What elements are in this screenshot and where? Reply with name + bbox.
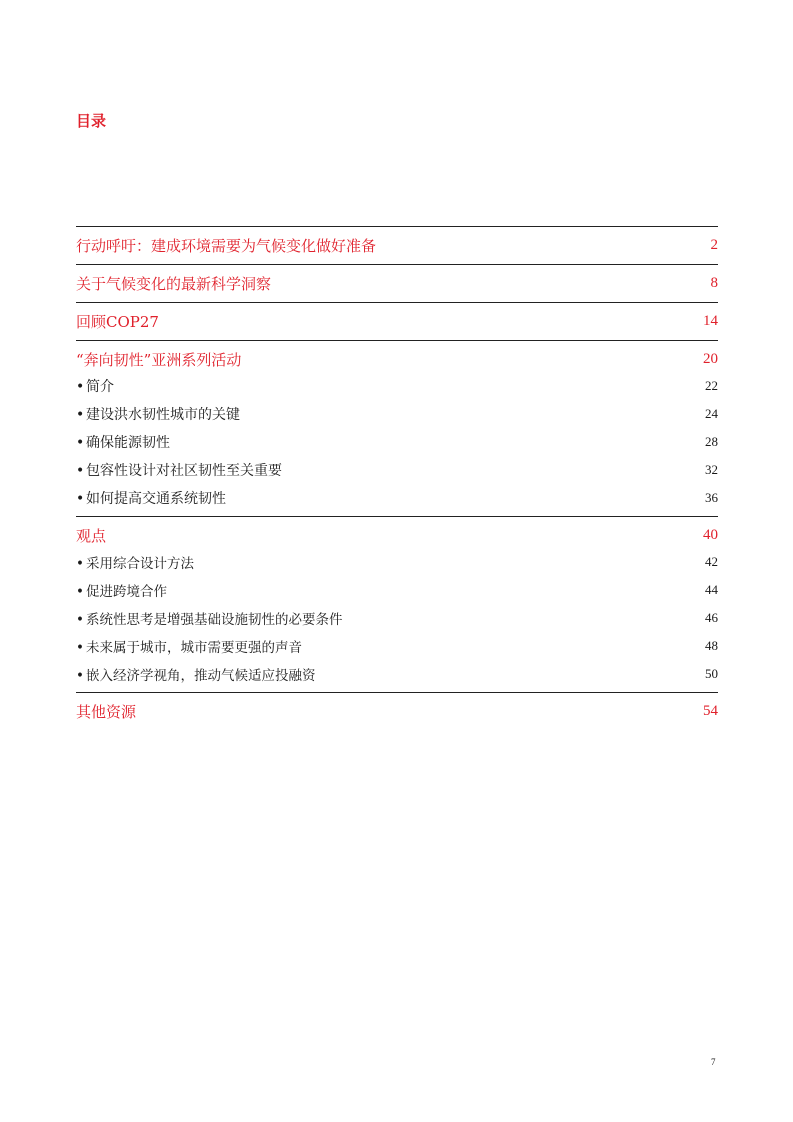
toc-sub-entry[interactable] [76,484,718,512]
toc-sub-entry-title: 包容性设计对社区韧性至关重要 [86,463,282,479]
toc-entry-page: 14 [703,313,718,329]
toc-sub-entry-title: 建设洪水韧性城市的关键 [86,407,240,423]
toc-sub-entry-page: 42 [705,554,718,569]
toc-section-perspectives [76,517,718,693]
bullet-icon: • [76,584,84,600]
bullet-icon: • [76,556,84,572]
toc-sub-entry[interactable] [76,400,718,428]
toc-sub-entry-page: 44 [705,582,718,597]
toc-sub-entry[interactable] [76,372,718,400]
toc-sub-entry[interactable] [76,576,718,604]
toc-sub-entry-title: 系统性思考是增强基础设施韧性的必要条件 [86,612,343,628]
toc-entry-page: 54 [703,703,718,719]
toc-sub-entry-page: 48 [705,638,718,653]
bullet-icon: • [76,407,85,423]
toc-sub-entry[interactable] [76,604,718,632]
toc-entry-title: 回顾COP27 [76,313,159,331]
toc-sub-entry-page: 50 [705,666,718,681]
toc-entry-page: 40 [703,527,718,543]
toc-section-asia-series [76,341,718,517]
toc-sub-entry-page: 46 [705,610,718,625]
toc-sub-list [76,548,718,692]
page-number: 7 [711,1057,716,1067]
toc-sub-entry[interactable] [76,660,718,688]
toc-entry-title: 其他资源 [76,703,137,721]
toc-section-call-to-action [76,227,718,265]
toc-entry-page: 8 [710,275,718,291]
toc-entry[interactable] [76,227,718,264]
bullet-icon: • [76,491,85,507]
table-of-contents [76,226,718,730]
toc-sub-entry-page: 36 [705,490,718,505]
toc-sub-entry-page: 22 [705,378,718,393]
toc-sub-entry-title: 采用综合设计方法 [86,556,194,572]
toc-entry-page: 2 [710,237,718,253]
toc-entry[interactable] [76,265,718,302]
toc-sub-entry-title: 促进跨境合作 [86,584,167,600]
toc-section-cop27 [76,303,718,341]
page-title: 目录 [76,112,107,130]
toc-sub-entry[interactable] [76,428,718,456]
toc-sub-entry-page: 24 [705,406,718,421]
toc-sub-entry[interactable] [76,632,718,660]
bullet-icon: • [76,668,84,684]
toc-sub-entry-page: 28 [705,434,718,449]
toc-section-resources [76,693,718,730]
bullet-icon: • [76,640,84,656]
bullet-icon: • [76,463,85,479]
toc-sub-entry[interactable] [76,456,718,484]
toc-sub-list [76,372,718,516]
toc-entry-page: 20 [703,351,718,367]
bullet-icon: • [76,612,84,628]
toc-sub-entry-page: 32 [705,462,718,477]
toc-entry[interactable] [76,303,718,340]
bullet-icon: • [76,435,85,451]
toc-entry-title: 行动呼吁：建成环境需要为气候变化做好准备 [76,237,377,255]
toc-sub-entry-title: 未来属于城市，城市需要更强的声音 [86,640,302,656]
toc-entry-title: 观点 [76,527,107,545]
toc-entry[interactable] [76,693,718,730]
toc-entry-title: 关于气候变化的最新科学洞察 [76,275,272,293]
toc-sub-entry-title: 嵌入经济学视角，推动气候适应投融资 [86,668,316,684]
toc-sub-entry[interactable] [76,548,718,576]
bullet-icon: • [76,379,85,395]
toc-entry-title: “奔向韧性”亚洲系列活动 [76,351,242,369]
toc-section-science [76,265,718,303]
toc-sub-entry-title: 如何提高交通系统韧性 [86,491,226,507]
toc-sub-entry-title: 简介 [86,379,114,395]
toc-sub-entry-title: 确保能源韧性 [86,435,170,451]
